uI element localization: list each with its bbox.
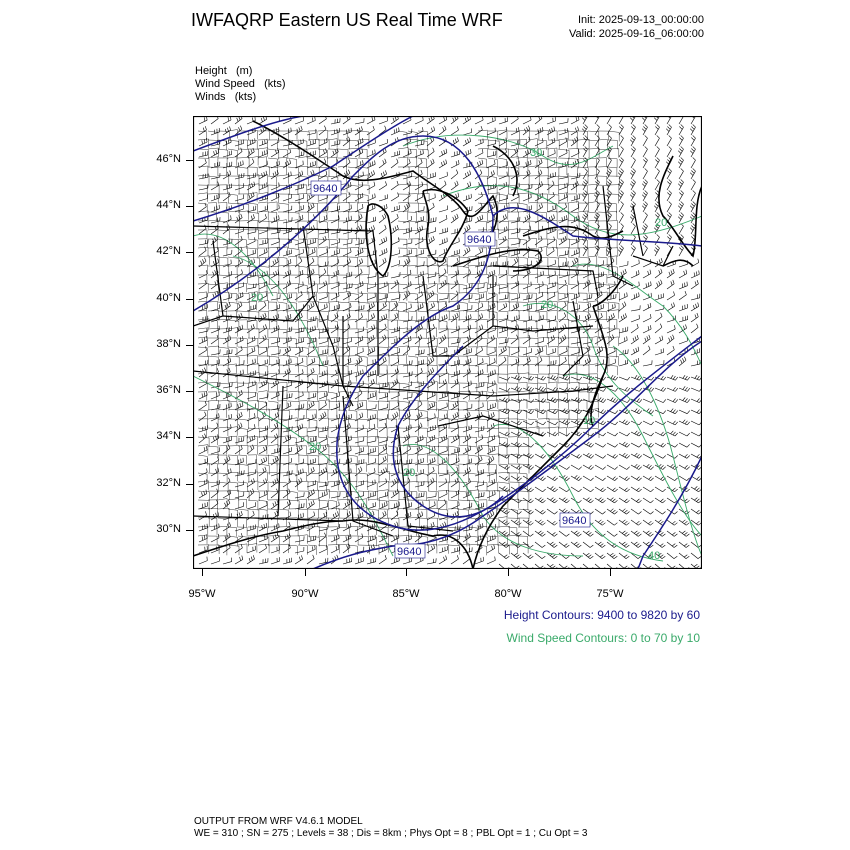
valid-time: Valid: 2025-09-16_06:00:00 — [569, 28, 704, 40]
weather-map — [193, 116, 702, 569]
time-info — [569, 13, 704, 41]
plot-title: IWFAQRP Eastern US Real Time WRF — [191, 10, 503, 30]
field-list — [195, 65, 285, 104]
init-time: Init: 2025-09-13_00:00:00 — [578, 14, 704, 26]
field-height: Height (m) — [195, 65, 253, 77]
field-winds: Winds (kts) — [195, 91, 257, 103]
field-wind-speed: Wind Speed (kts) — [195, 78, 286, 90]
